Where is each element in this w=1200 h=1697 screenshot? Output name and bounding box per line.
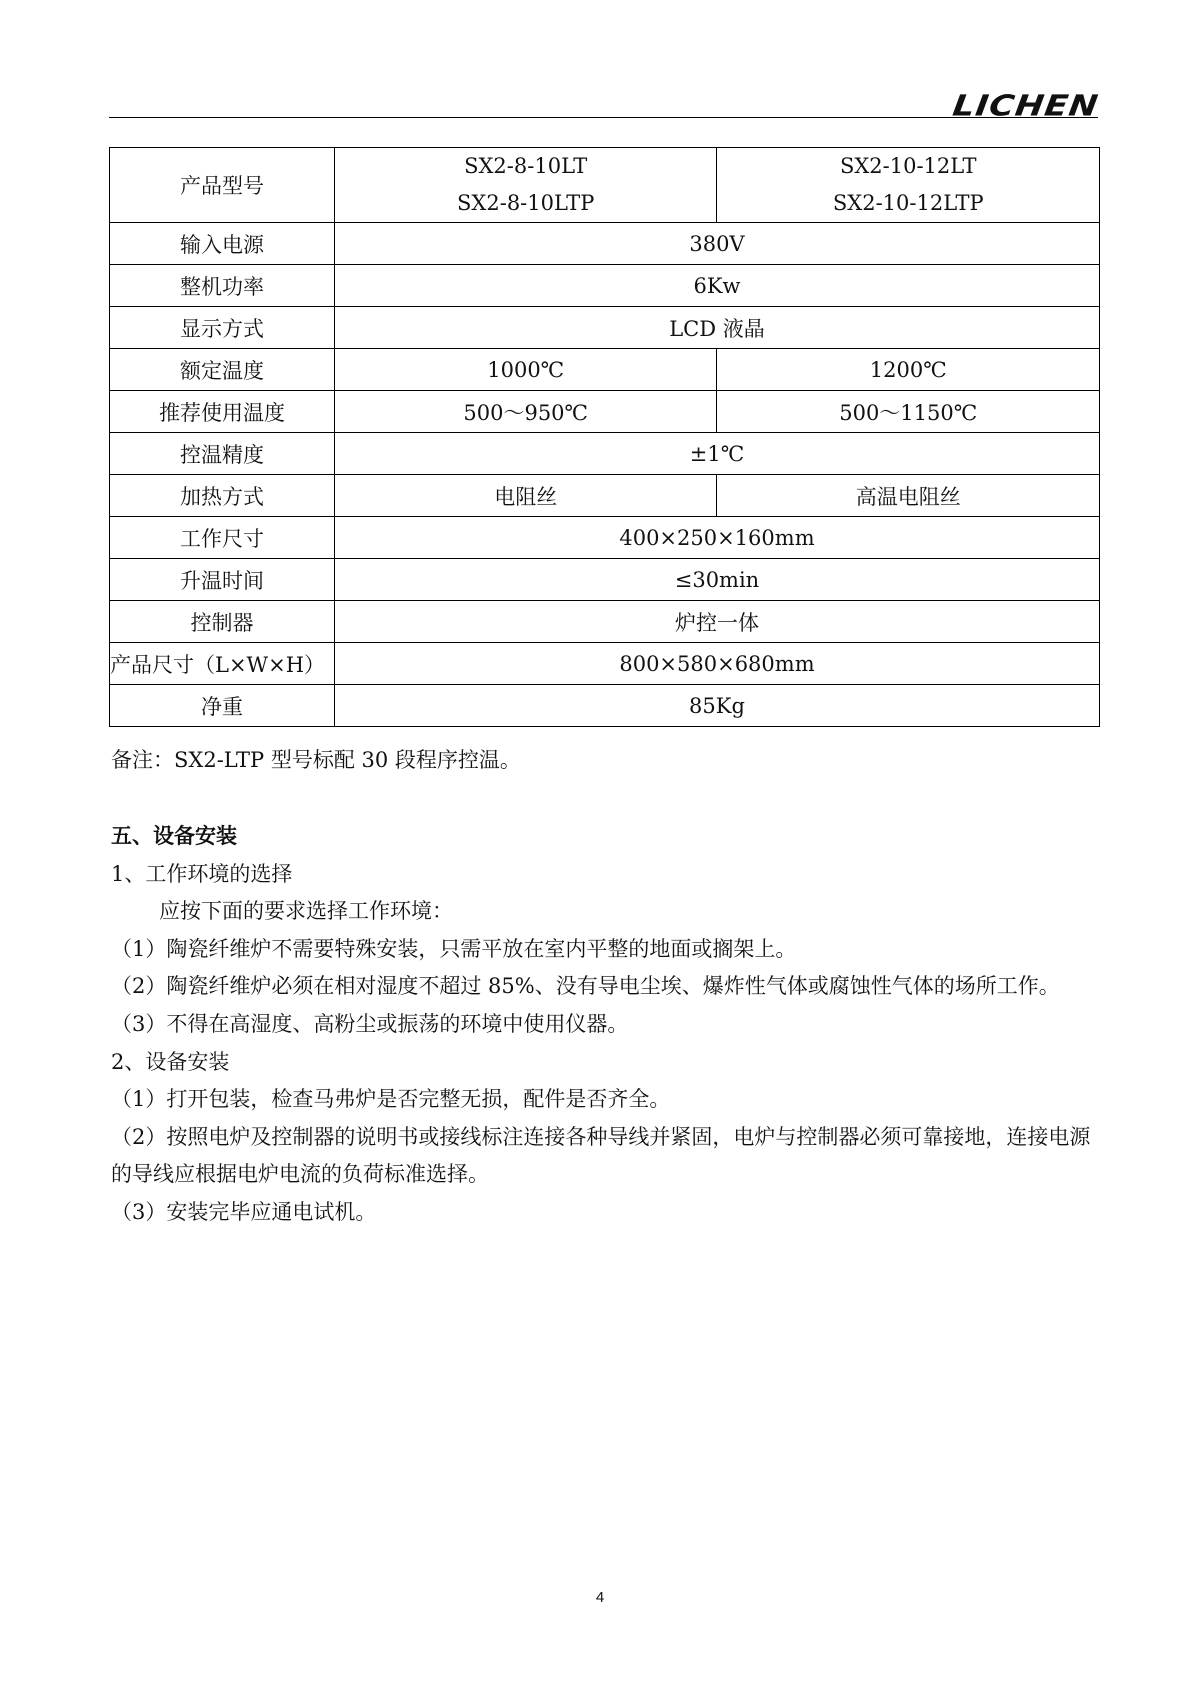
table-row [110, 433, 1100, 475]
table-row [110, 265, 1100, 307]
table-row [110, 643, 1100, 685]
section-title: 五、设备安装 [111, 824, 237, 848]
table-row [110, 223, 1100, 265]
table-cell [717, 148, 1100, 223]
table-row [110, 559, 1100, 601]
table-row [110, 349, 1100, 391]
table-cell: 85Kg [334, 685, 1099, 727]
paragraph: （3）不得在高湿度、高粉尘或振荡的环境中使用仪器。 [111, 1011, 629, 1036]
paragraph: （1）陶瓷纤维炉不需要特殊安装，只需平放在室内平整的地面或搁架上。 [111, 936, 797, 961]
table-cell: 500～1150℃ [717, 391, 1100, 433]
table-cell: 1000℃ [334, 349, 717, 391]
paragraph: （1）打开包装，检查马弗炉是否完整无损，配件是否齐全。 [111, 1087, 671, 1112]
table-row [110, 685, 1100, 727]
table-cell: 工作尺寸 [110, 517, 335, 559]
table-cell: 电阻丝 [334, 475, 717, 517]
paragraph: （2）陶瓷纤维炉必须在相对湿度不超过 85%、没有导电尘埃、爆炸性气体或腐蚀性气体的场所工作。 [111, 974, 1060, 999]
paragraph: 2、设备安装 [111, 1049, 230, 1074]
table-cell: 加热方式 [110, 475, 335, 517]
table-cell: ±1℃ [334, 433, 1099, 475]
table-cell: 1200℃ [717, 349, 1100, 391]
table-cell: ≤30min [334, 559, 1099, 601]
table-cell: 额定温度 [110, 349, 335, 391]
table-cell: 升温时间 [110, 559, 335, 601]
header-rule [109, 117, 1098, 118]
table-cell: 输入电源 [110, 223, 335, 265]
paragraph: （3）安装完毕应通电试机。 [111, 1199, 377, 1224]
table-cell: 产品尺寸（L×W×H） [110, 643, 335, 685]
table-cell: 净重 [110, 685, 335, 727]
table-row [110, 307, 1100, 349]
page-number: 4 [595, 1589, 605, 1606]
table-cell: LCD 液晶 [334, 307, 1099, 349]
table-cell: 整机功率 [110, 265, 335, 307]
table-note: 备注：SX2-LTP 型号标配 30 段程序控温。 [111, 748, 521, 772]
paragraph: 1、工作环境的选择 [111, 861, 293, 886]
table-row [110, 601, 1100, 643]
model-name: SX2-10-12LTP [832, 191, 984, 215]
table-cell: 6Kw [334, 265, 1099, 307]
model-name: SX2-10-12LT [839, 154, 977, 178]
table-cell: 380V [334, 223, 1099, 265]
table-cell: 400×250×160mm [334, 517, 1099, 559]
model-name: SX2-8-10LT [464, 154, 588, 178]
paragraph: 应按下面的要求选择工作环境： [159, 899, 453, 924]
table-row [110, 475, 1100, 517]
paragraph: （2）按照电炉及控制器的说明书或接线标注连接各种导线并紧固，电炉与控制器必须可靠接地，连接电源的导线应根据电炉电流的负荷标准选择。 [111, 1124, 1091, 1187]
table-row [110, 391, 1100, 433]
lichen-logo: LICHEN [950, 89, 1101, 123]
table-cell [334, 148, 717, 223]
table-cell: 显示方式 [110, 307, 335, 349]
table-cell: 高温电阻丝 [717, 475, 1100, 517]
table-cell: 500～950℃ [334, 391, 717, 433]
table-cell: 控温精度 [110, 433, 335, 475]
table-cell: 炉控一体 [334, 601, 1099, 643]
table-cell: 控制器 [110, 601, 335, 643]
table-row [110, 148, 1100, 223]
table-cell: 产品型号 [110, 148, 335, 223]
table-cell: 800×580×680mm [334, 643, 1099, 685]
model-name: SX2-8-10LTP [457, 191, 595, 215]
section-body [111, 818, 1101, 1232]
table-cell: 推荐使用温度 [110, 391, 335, 433]
table-row [110, 517, 1100, 559]
spec-table [109, 147, 1100, 727]
